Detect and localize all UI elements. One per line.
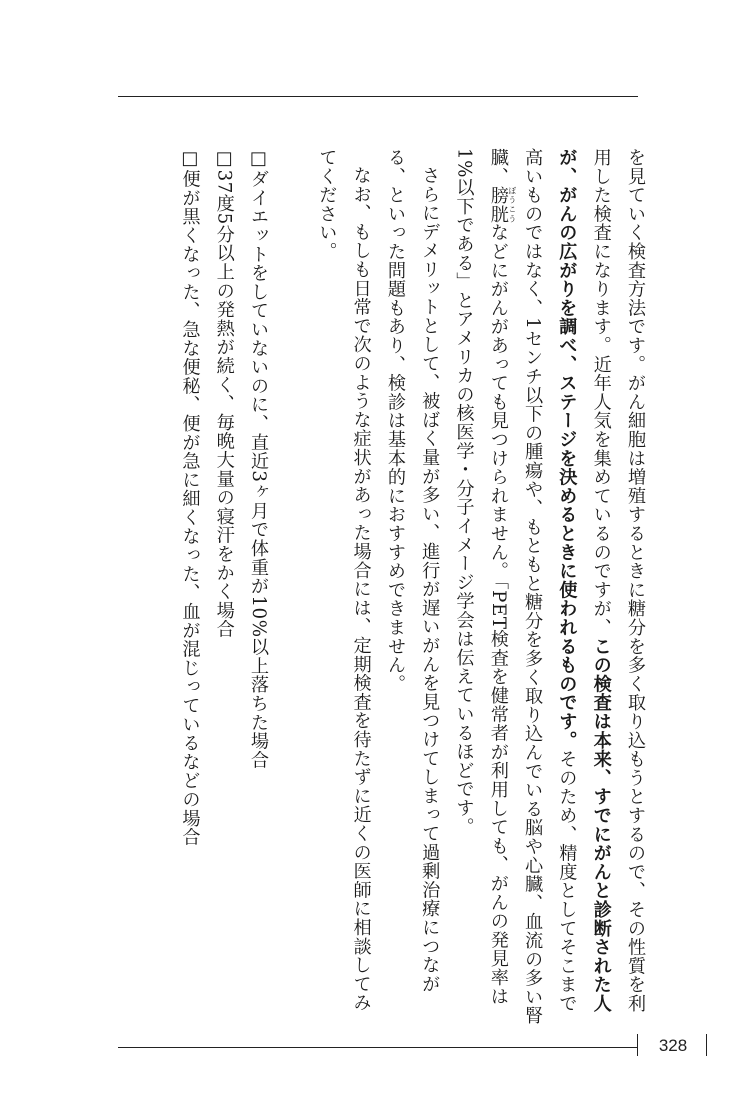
- bottom-rule: [118, 1047, 638, 1048]
- body-text: [108, 148, 652, 1028]
- page-number-divider-left: [637, 1034, 638, 1056]
- text-segment: などにがんがあっても見つけられません。「PET検査を健常者が利用しても、がんの発見率は1%以下である」とアメリカの核医学・分子イメージ学会は伝えているほどです。: [453, 148, 509, 1006]
- symptom-item-fever: □37度5分以上の発熱が続く、毎晩大量の寝汗をかく場合: [213, 148, 235, 639]
- bold-text-segment: この検査は本来、すでにがんと診断された人が、がんの広がりを調べ、ステージを決めるときに使われるものです。: [556, 148, 612, 1013]
- ruby-reading: ぼうこう: [507, 185, 517, 224]
- text-segment: なお、もしも日常で次のような症状があった場合には、定期検査を待たずに近くの医師に相談してみてください。: [316, 148, 372, 1013]
- paragraph-consult-doctor: [309, 148, 378, 1028]
- page-number-divider-right: [706, 1034, 707, 1056]
- text-segment: を見ていく検査方法です。がん細胞は増殖するときに糖分を多く取り込もうとするので、その性質を利用した検査になります。近年人気を集めているのですが、: [590, 148, 646, 1013]
- symptom-item-weight-loss: □ダイエットをしていないのに、直近3ヶ月で体重が10%以上落ちた場合: [248, 148, 270, 770]
- page-number: 328: [658, 1036, 688, 1055]
- top-rule: [118, 96, 638, 97]
- symptom-item-stool: □便が黒くなった、急な便秘、便が急に細くなった、血が混じっているなどの場合: [179, 148, 201, 847]
- paragraph-pet-explanation: [446, 148, 652, 1028]
- ruby-annotation: [487, 185, 517, 224]
- ruby-base: 膀胱: [487, 185, 509, 224]
- text-segment: そのため、精度としてそこまで高いものではなく、1センチ以下の腫瘍や、もともと糖分を多く取り込んでいる脳や心臓、血流の多い腎臓、: [487, 148, 578, 1025]
- text-segment: さらにデメリットとして、被ばく量が多い、進行が遅いがんを見つけてしまって過剰治療につながる、といった問題もあり、検診は基本的におすすめできません。: [384, 148, 441, 994]
- paragraph-demerits: [378, 148, 447, 1028]
